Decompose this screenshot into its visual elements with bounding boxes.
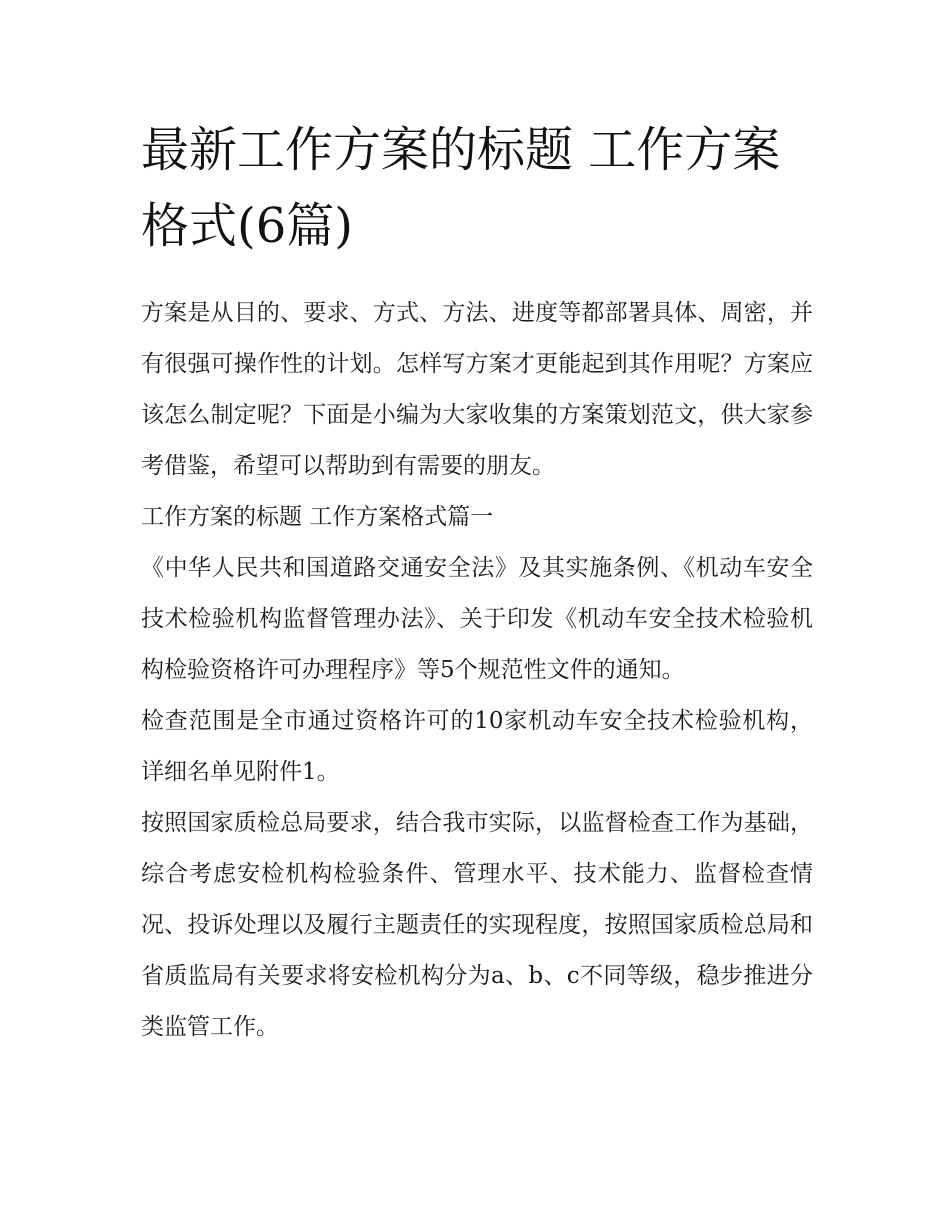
body-paragraph-3: 按照国家质检总局要求，结合我市实际，以监督检查工作为基础，综合考虑安检机构检验条件、管理水平、技术能力、监督检查情况、投诉处理以及履行主题责任的实现程度，按照国家质检总局和省质监局有关要求将安检机构分为a、b、c不同等级，稳步推进分类监管工作。 <box>141 810 813 1040</box>
document-body <box>141 112 813 1053</box>
intro-paragraph: 方案是从目的、要求、方式、方法、进度等都部署具体、周密，并有很强可操作性的计划。怎样写方案才更能起到其作用呢？方案应该怎么制定呢？下面是小编为大家收集的方案策划范文，供大家参考借鉴，希望可以帮助到有需要的朋友。 <box>141 300 813 479</box>
section-heading: 工作方案的标题 工作方案格式篇一 <box>141 504 494 530</box>
body-paragraph-1: 《中华人民共和国道路交通安全法》及其实施条例、《机动车安全技术检验机构监督管理办法》、关于印发《机动车安全技术检验机构检验资格许可办理程序》等5个规范性文件的通知。 <box>141 555 813 683</box>
document-title: 最新工作方案的标题 工作方案格式(6篇) <box>141 122 781 254</box>
body-paragraph-2: 检查范围是全市通过资格许可的10家机动车安全技术检验机构，详细名单见附件1。 <box>141 708 813 785</box>
